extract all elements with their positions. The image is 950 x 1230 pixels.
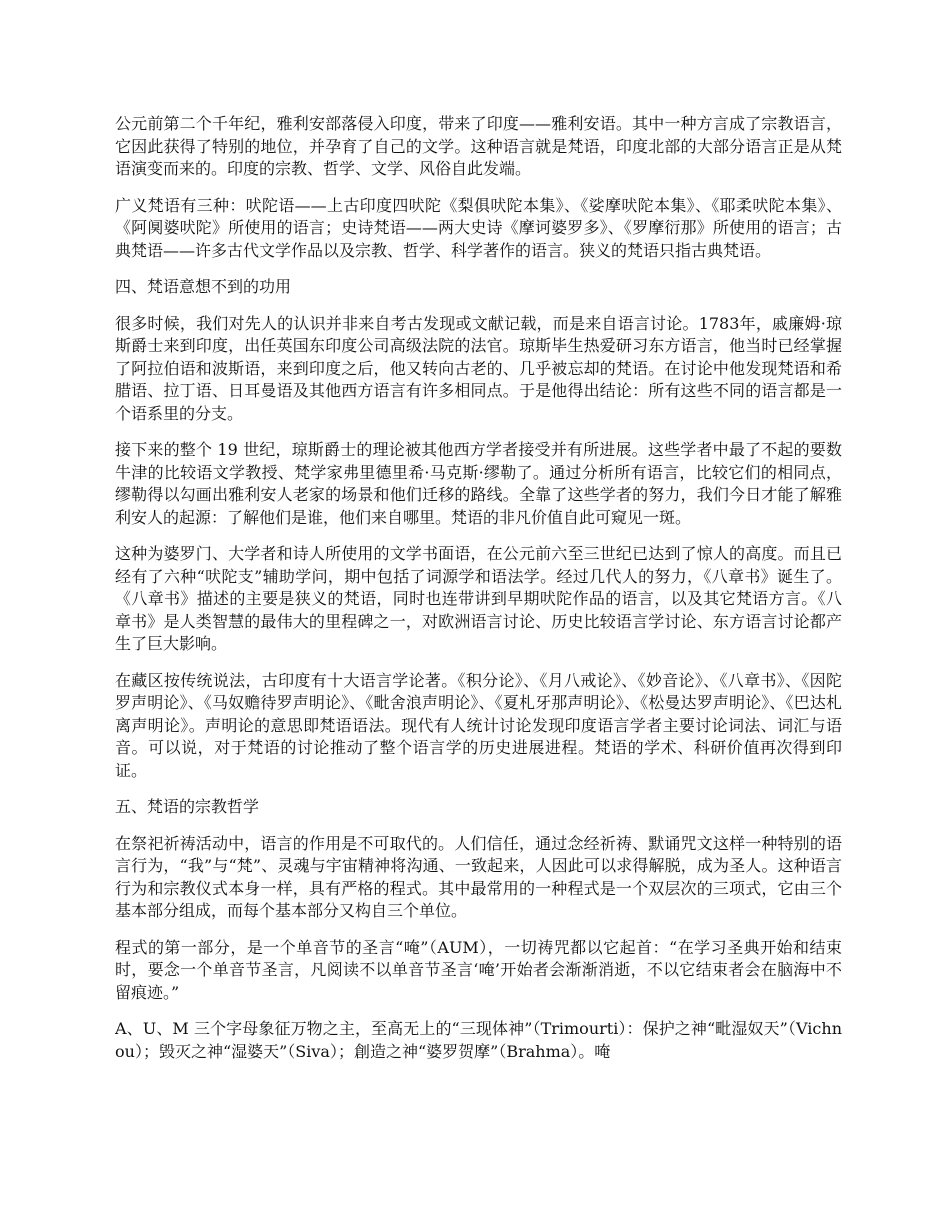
paragraph-aum: 程式的第一部分，是一个单音节的圣言“唵”（AUM），一切祷咒都以它起首：“在学习圣典开始和结束时，要念一个单音节圣言，凡阅读不以单音节圣言‘唵’开始者会渐渐消逝，不以它结束者会在脑海中不留痕迹。”: [115, 937, 842, 1002]
section-heading-4: 四、梵语意想不到的功用: [115, 277, 292, 296]
paragraph-ritual-language: 在祭祀祈祷活动中，语言的作用是不可取代的。人们信任，通过念经祈祷、默诵咒文这样一种特别的语言行为，“我”与“梵”、灵魂与宇宙精神将沟通、一致起来，人因此可以求得解脱，成为圣人。这种语言行为和宗教仪式本身一样，具有严格的程式。其中最常用的一种程式是一个双层次的三项式，它由三个基本部分组成，而每个基本部分又构自三个单位。: [115, 833, 842, 920]
paragraph-ashtadhyayi: 这种为婆罗门、大学者和诗人所使用的文学书面语，在公元前六至三世纪已达到了惊人的高度。而且已经有了六种“吠陀支”辅助学问，期中包括了词源学和语法学。经过几代人的努力，《八章书》诞生了。《八章书》描述的主要是狭义的梵语，同时也连带讲到早期吠陀作品的语言，以及其它梵语方言。《八章书》是人类智慧的最伟大的里程碑之一，对欧洲语言讨论、历史比较语言学讨论、东方语言讨论都产生了巨大影响。: [115, 544, 842, 653]
paragraph-sanskrit-types: 广义梵语有三种：吠陀语——上古印度四吠陀《梨俱吠陀本集》、《娑摩吠陀本集》、《耶柔吠陀本集》、《阿阒婆吠陀》所使用的语言；史诗梵语——两大史诗《摩诃婆罗多》、《罗摩衍那》所使用的语言；古典梵语——许多古代文学作品以及宗教、哲学、科学著作的语言。狭义的梵语只指古典梵语。: [115, 195, 842, 260]
document-page: [115, 113, 842, 1077]
paragraph-trimourti: A、U、M 三个字母象征万物之主，至高无上的“三现体神”（Trimourti）：保护之神“毗湿奴天”（Vichnou）；毁灭之神“湿婆天”（Siva）；創造之神“婆罗贺摩”（Brahma）。唵: [115, 1019, 842, 1061]
paragraph-aryan-invasion: 公元前第二个千年纪，雅利安部落侵入印度，带来了印度——雅利安语。其中一种方言成了宗教语言，它因此获得了特别的地位，并孕育了自己的文学。这种语言就是梵语，印度北部的大部分语言正是从梵语演变而来的。印度的宗教、哲学、文学、风俗自此发端。: [115, 114, 842, 178]
paragraph-19th-century: 接下来的整个 19 世纪，琼斯爵士的理论被其他西方学者接受并有所进展。这些学者中最了不起的要数牛津的比较语文学教授、梵学家弗里德里希·马克斯·缪勒了。通过分析所有语言，比较它们的相同点，缪勒得以勾画出雅利安人老家的场景和他们迁移的路线。全靠了这些学者的努力，我们今日才能了解雅利安人的起源：了解他们是谁，他们来自哪里。梵语的非凡价值自此可窥见一斑。: [115, 440, 842, 527]
paragraph-william-jones: 很多时候，我们对先人的认识并非来自考古发现或文献记载，而是来自语言讨论。1783年，戚廉姆·琼斯爵士来到印度，出任英国东印度公司高级法院的法官。琼斯毕生热爱研习东方语言，他当时已经掌握了阿拉伯语和波斯语，来到印度之后，他又转向古老的、几乎被忘却的梵语。在讨论中他发现梵语和希腊语、拉丁语、日耳曼语及其他西方语言有许多相同点。于是他得出结论：所有这些不同的语言都是一个语系里的分支。: [115, 313, 842, 423]
section-heading-5: 五、梵语的宗教哲学: [115, 797, 260, 816]
paragraph-ten-treatises: 在藏区按传统说法，古印度有十大语言学论著。《积分论》、《月八戒论》、《妙音论》、《八章书》、《因陀罗声明论》、《马奴赡待罗声明论》、《毗舍浪声明论》、《夏札牙那声明论》、《松曼达罗声明论》、《巴达札离声明论》。声明论的意思即梵语语法。现代有人统计讨论发现印度语言学者主要讨论词法、词汇与语音。可以说，对于梵语的讨论推动了整个语言学的历史进展进程。梵语的学术、科研价值再次得到印证。: [115, 670, 842, 780]
